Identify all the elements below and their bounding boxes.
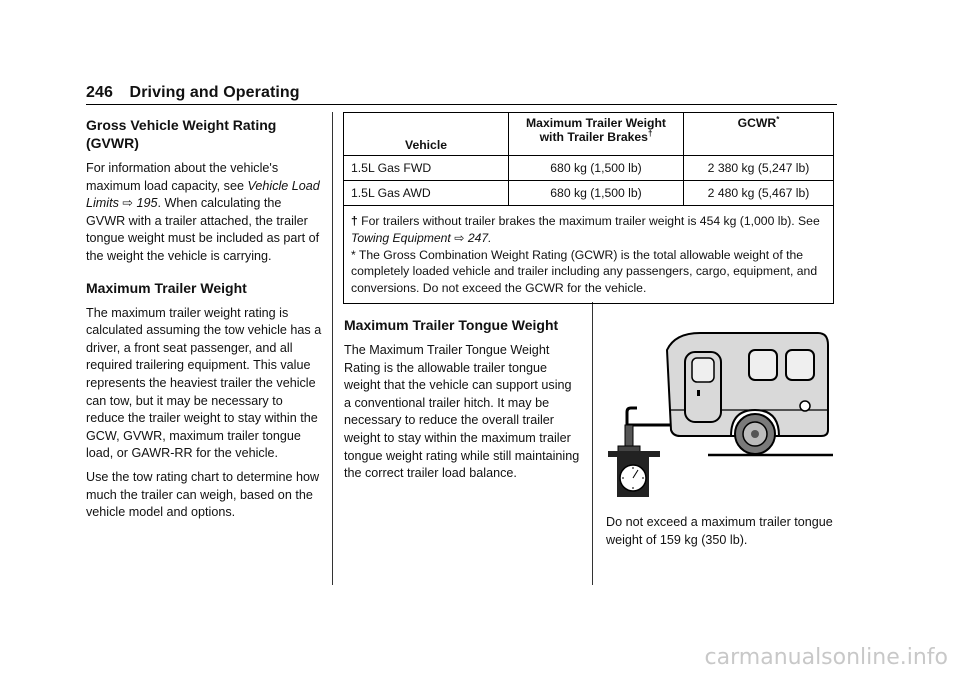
tongue-weight-caption: Do not exceed a maximum trailer tongue weight of 159 kg (350 lb). xyxy=(606,515,833,547)
tongue-weight-heading: Maximum Trailer Tongue Weight xyxy=(344,317,559,333)
col-header-gcwr: GCWR* xyxy=(684,113,834,156)
page-number: 246 xyxy=(86,84,113,101)
cell-vehicle: 1.5L Gas FWD xyxy=(344,156,509,181)
vehicle-load-limits-link[interactable]: Vehicle Load Limits xyxy=(86,178,320,211)
max-trailer-weight-paragraph-2: Use the tow rating chart to determine how much the trailer can weigh, based on the vehicle model and options. xyxy=(86,469,320,520)
page-header xyxy=(86,84,300,102)
table-row xyxy=(344,156,834,181)
trailer-scale-illustration xyxy=(605,330,835,505)
max-trailer-weight-heading: Maximum Trailer Weight xyxy=(86,279,247,296)
tongue-weight-column xyxy=(344,316,580,483)
towing-equipment-link[interactable]: Towing Equipment xyxy=(351,230,451,245)
column-divider-left xyxy=(332,112,333,585)
tow-rating-table xyxy=(343,112,834,304)
cell-gcwr: 2 380 kg (5,247 lb) xyxy=(684,156,834,181)
column-divider-right xyxy=(592,302,593,585)
footnote-dagger: † For trailers without trailer brakes the maximum trailer weight is 454 kg (1,000 lb). See Towing Equipment ⇨ 247. xyxy=(351,214,820,245)
gvwr-heading: Gross Vehicle Weight Rating (GVWR) xyxy=(86,117,277,151)
watermark: carmanualsonline.info xyxy=(704,645,948,670)
gvwr-paragraph: For information about the vehicle's maximum load capacity, see Vehicle Load Limits ⇨ 195. When calculating the GVWR with a trailer attached, the trailer tongue weight must be included as part of the weight the vehicle is carrying. xyxy=(86,161,320,263)
section-title: Driving and Operating xyxy=(129,84,300,101)
tow-rating-table-wrap xyxy=(343,112,834,304)
illustration-caption-wrap xyxy=(606,514,836,549)
page-ref-195[interactable]: ⇨ 195 xyxy=(122,196,158,211)
header-rule xyxy=(86,104,837,105)
col-header-max-weight: Maximum Trailer Weight with Trailer Brakes† xyxy=(509,113,684,156)
table-footnotes xyxy=(344,206,834,304)
cell-max-weight: 680 kg (1,500 lb) xyxy=(509,181,684,206)
footnote-asterisk: * The Gross Combination Weight Rating (GCWR) is the total allowable weight of the completely loaded vehicle and trailer including any passengers, cargo, equipment, and conversions. Do not exceed the GCWR for the vehicle. xyxy=(351,247,818,296)
left-column xyxy=(86,116,322,522)
tongue-weight-paragraph: The Maximum Trailer Tongue Weight Rating is the allowable trailer tongue weight that the vehicle can support using a conventional trailer hitch. It may be necessary to reduce the overall trailer weight to stay within the maximum trailer tongue weight rating while still maintaining the correct trailer load balance. xyxy=(344,343,580,481)
cell-max-weight: 680 kg (1,500 lb) xyxy=(509,156,684,181)
trailer-icon xyxy=(605,330,835,505)
cell-gcwr: 2 480 kg (5,467 lb) xyxy=(684,181,834,206)
table-row xyxy=(344,181,834,206)
col-header-vehicle: Vehicle xyxy=(344,113,509,156)
cell-vehicle: 1.5L Gas AWD xyxy=(344,181,509,206)
max-trailer-weight-paragraph-1: The maximum trailer weight rating is calculated assuming the tow vehicle has a driver, a front seat passenger, and all required trailering equipment. This value represents the heaviest trailer the vehicle can tow, but it may be necessary to reduce the trailer weight to stay within the GCW, GVWR, maximum trailer tongue load, or GAWR-RR for the vehicle. xyxy=(86,305,322,461)
page-ref-247[interactable]: ⇨ 247 xyxy=(454,230,489,245)
